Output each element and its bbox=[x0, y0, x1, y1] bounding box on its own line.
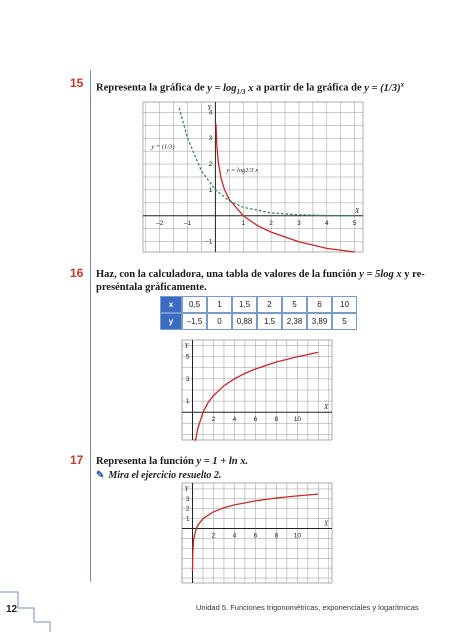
x-tick-label: 2 bbox=[269, 219, 273, 227]
exercise-16-text-b: y re- bbox=[401, 269, 425, 280]
table-cell: 0,88 bbox=[232, 313, 257, 330]
y-tick-label: 1 bbox=[208, 186, 213, 194]
exercise-15-chart bbox=[143, 102, 363, 252]
table-row-y bbox=[160, 313, 357, 330]
table-cell: 2,38 bbox=[282, 313, 307, 330]
table-row-x bbox=[160, 296, 357, 313]
exercise-16-text-line2: preséntala gráficamente. bbox=[96, 282, 207, 293]
x-tick-label: 4 bbox=[232, 416, 237, 424]
table-cell: 6 bbox=[307, 296, 332, 313]
y-axis-label: Y bbox=[207, 104, 212, 112]
table-cell: 0 bbox=[207, 313, 232, 330]
exercise-17-hint bbox=[96, 470, 221, 481]
y-tick-label: 2 bbox=[208, 161, 213, 169]
exercise-16-text-a: Haz, con la calculadora, una tabla de valores de la función bbox=[96, 269, 360, 280]
exercise-17-formula: y = 1 + ln x. bbox=[196, 456, 249, 467]
x-tick-label: 4 bbox=[232, 532, 237, 540]
y-tick-label: 2 bbox=[185, 505, 190, 513]
x-tick-label: 10 bbox=[293, 416, 302, 424]
table-header-y: y bbox=[160, 313, 182, 330]
x-tick-label: 8 bbox=[274, 416, 279, 424]
table-cell: 1 bbox=[207, 296, 232, 313]
x-tick-label: 5 bbox=[352, 219, 357, 227]
values-table bbox=[160, 296, 357, 330]
series-label: y = (1/3) bbox=[151, 143, 175, 151]
x-tick-label: 6 bbox=[253, 416, 258, 424]
exercise-15-log-formula: $y = \log_{1/3} x$ bbox=[207, 82, 254, 96]
table-cell: 1,5 bbox=[232, 296, 257, 313]
exercise-15-number: 15 bbox=[70, 76, 84, 90]
exercise-15-text-a: Representa la gráfica de bbox=[96, 82, 208, 94]
exercise-15-text-b: a partir de la gráfica de bbox=[253, 82, 365, 94]
y-tick-label: 1 bbox=[185, 515, 190, 523]
exercise-16-formula: y = 5log x bbox=[359, 269, 402, 280]
exercise-17-statement bbox=[96, 455, 248, 468]
table-cell: 2 bbox=[257, 296, 282, 313]
pencil-icon: ✎ bbox=[96, 470, 105, 481]
page-footer: Unidad 5. Funciones trigonométricas, exponenciales y logarítmicas bbox=[196, 603, 419, 612]
x-tick-label: 1 bbox=[241, 219, 246, 227]
table-cell: 5 bbox=[332, 313, 357, 330]
table-header-x: x bbox=[160, 296, 182, 313]
x-tick-label: 4 bbox=[324, 219, 329, 227]
y-tick-label: 5 bbox=[185, 353, 190, 361]
y-tick-label: 3 bbox=[185, 495, 190, 503]
exercise-17-text: Representa la función bbox=[96, 456, 197, 467]
exercise-16-statement bbox=[96, 268, 425, 294]
exercise-17-chart bbox=[182, 483, 332, 583]
x-axis-label: X bbox=[355, 206, 360, 215]
exercise-16-chart bbox=[182, 340, 332, 440]
x-tick-label: 10 bbox=[293, 532, 302, 540]
table-cell: 1,5 bbox=[257, 313, 282, 330]
y-tick-label: 4 bbox=[208, 109, 213, 117]
y-axis-label: Y bbox=[184, 485, 189, 493]
exercise-15-statement bbox=[96, 78, 404, 99]
x-tick-label: 8 bbox=[274, 532, 279, 540]
x-axis-label: X bbox=[324, 403, 329, 412]
table-cell: 0,5 bbox=[182, 296, 207, 313]
x-tick-label: –1 bbox=[183, 219, 192, 227]
y-tick-label: 1 bbox=[185, 398, 190, 406]
y-tick-label: 3 bbox=[208, 135, 213, 143]
x-tick-label: 2 bbox=[211, 416, 216, 424]
table-cell: 3,89 bbox=[307, 313, 332, 330]
x-tick-label: –2 bbox=[156, 219, 164, 227]
y-tick-label: 3 bbox=[185, 375, 190, 383]
x-tick-label: 3 bbox=[297, 219, 301, 227]
table-cell: 10 bbox=[332, 296, 357, 313]
exercise-17-number: 17 bbox=[70, 453, 84, 467]
page-number: 12 bbox=[6, 604, 18, 615]
exercise-17-hint-text: Mira el ejercicio resuelto 2. bbox=[108, 470, 222, 481]
table-cell: –1,5 bbox=[182, 313, 207, 330]
exercise-15-exp-formula: $y = (1/3)^x$ bbox=[364, 80, 405, 94]
x-axis-label: X bbox=[324, 519, 329, 528]
margin-rule bbox=[90, 70, 91, 582]
y-axis-label: Y bbox=[184, 342, 189, 350]
series-label: y = log1/3 x bbox=[226, 166, 259, 174]
x-tick-label: 6 bbox=[253, 532, 258, 540]
exercise-16-number: 16 bbox=[70, 266, 84, 280]
x-tick-label: 2 bbox=[211, 532, 216, 540]
table-cell: 5 bbox=[282, 296, 307, 313]
y-tick-label: –1 bbox=[205, 238, 213, 246]
